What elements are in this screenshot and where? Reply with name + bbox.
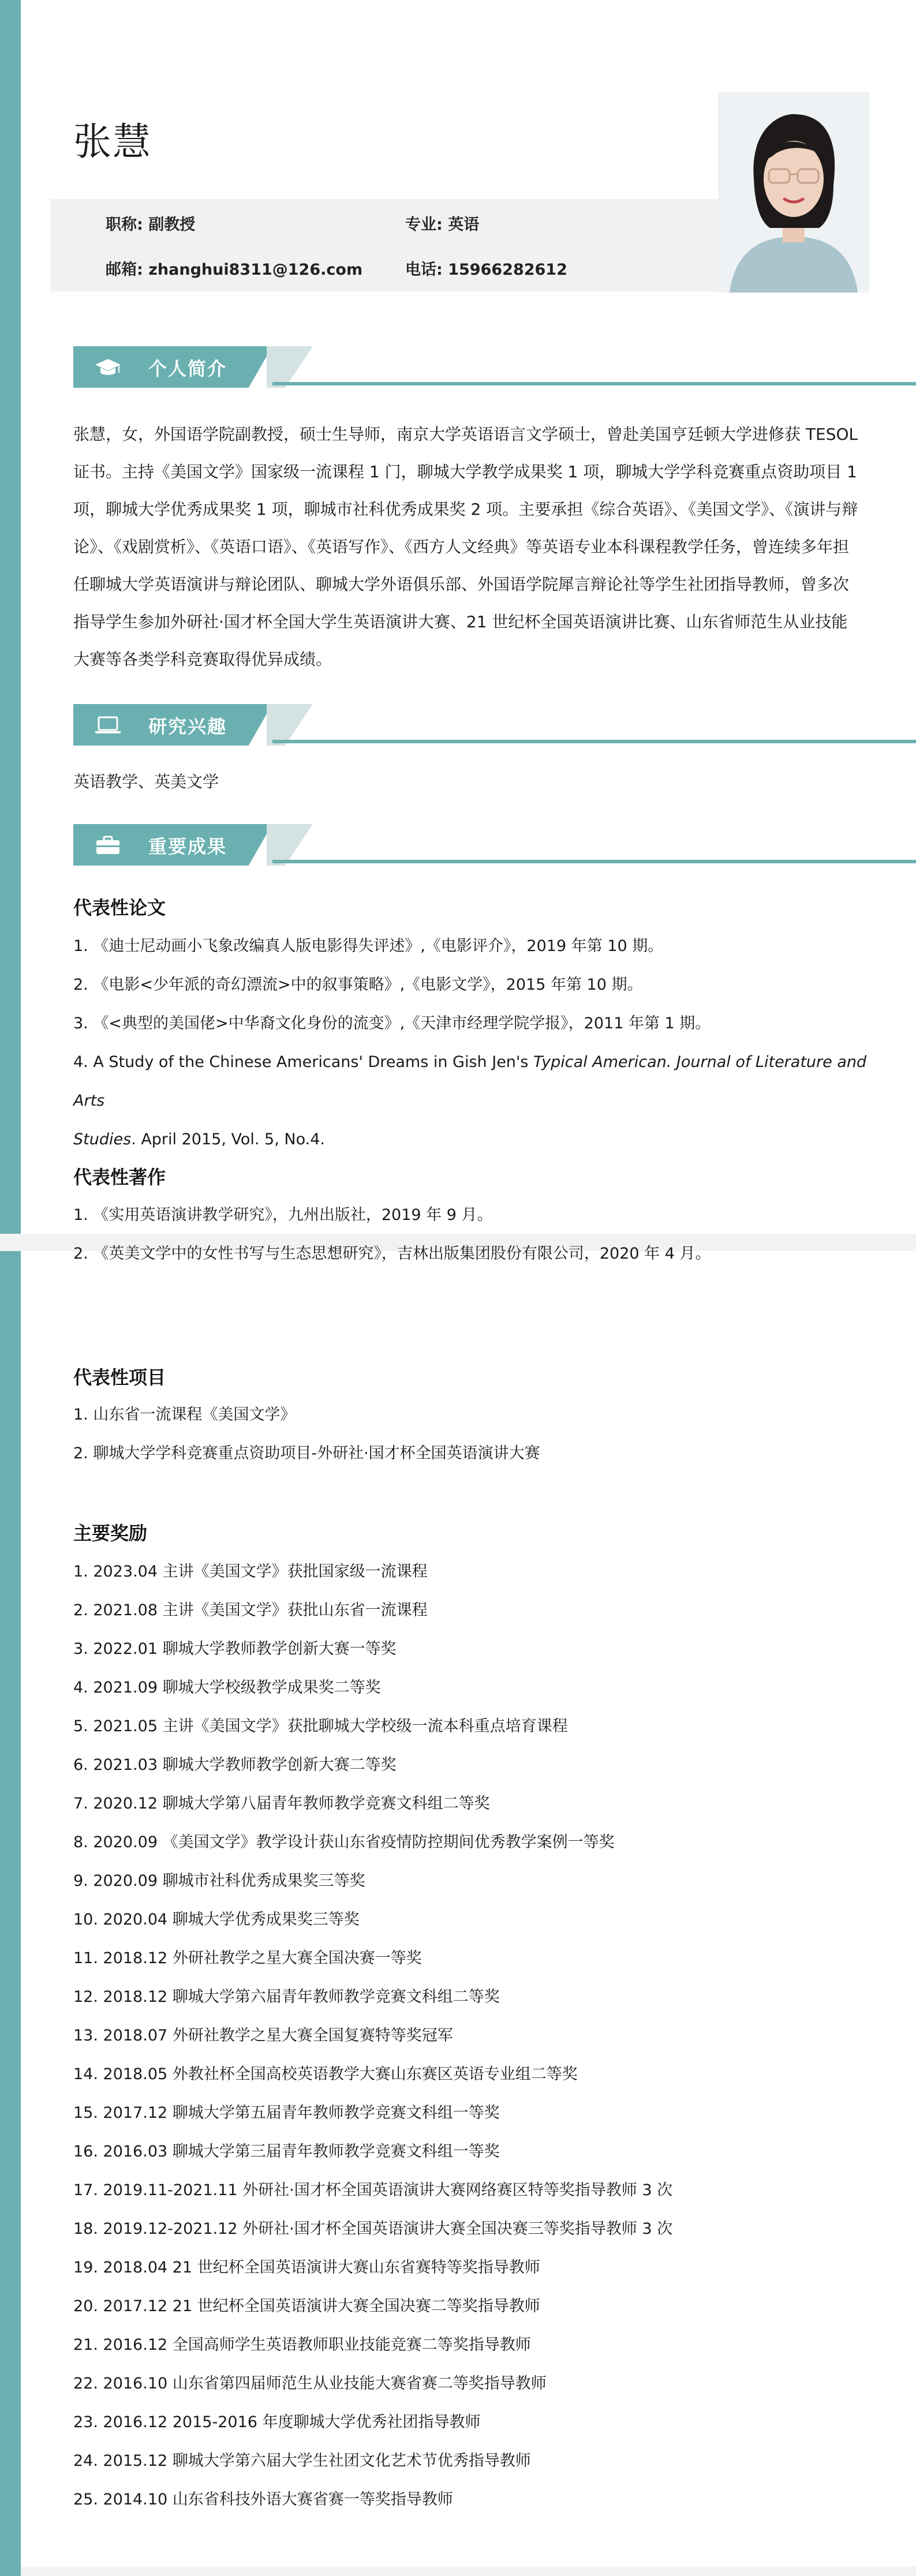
list-item: 2. 《英美文学中的女性书写与生态思想研究》，吉林出版集团股份有限公司，2020 年 4 月。 xyxy=(73,1245,711,1263)
contact-info-box xyxy=(51,199,720,291)
intro-line: 指导学生参加外研社·国才杯全国大学生英语演讲大赛、21 世纪杯全国英语演讲比赛、山东省师范生从业技能 xyxy=(73,612,848,631)
list-item: 2. 《电影<少年派的奇幻漂流>中的叙事策略》,《电影文学》，2015 年第 10 期。 xyxy=(73,976,643,994)
projects-heading: 代表性项目 xyxy=(73,1366,166,1388)
email-value[interactable]: zhanghui8311@126.com xyxy=(148,261,363,279)
section-title-intro: 个人简介 xyxy=(148,358,227,380)
list-item: 2. 聊城大学学科竞赛重点资助项目-外研社·国才杯全国英语演讲大赛 xyxy=(73,1444,540,1462)
major-value: 英语 xyxy=(448,216,480,234)
list-item: 1. 2023.04 主讲《美国文学》获批国家级一流课程 xyxy=(73,1563,428,1581)
intro-paragraph xyxy=(73,415,881,678)
person-name: 张慧 xyxy=(73,119,152,164)
list-item: 2. 2021.08 主讲《美国文学》获批山东省一流课程 xyxy=(73,1601,428,1619)
phone-label: 电话: xyxy=(405,261,443,279)
intro-line: 论》、《戏剧赏析》、《英语口语》、《英语写作》、《西方人文经典》等英语专业本科课程教学任务，曾连续多年担 xyxy=(73,537,850,556)
intro-line: 任聊城大学英语演讲与辩论团队、聊城大学外语俱乐部、外国语学院犀言辩论社等学生社团指导教师，曾多次 xyxy=(73,575,850,594)
list-item: 10. 2020.04 聊城大学优秀成果奖三等奖 xyxy=(73,1911,360,1929)
phone-field xyxy=(405,257,567,279)
laptop-icon xyxy=(94,716,122,735)
section-rule xyxy=(272,382,916,385)
intro-line: 张慧，女，外国语学院副教授，硕士生导师，南京大学英语语言文学硕士，曾赴美国亨廷顿大学进修获 TESOL xyxy=(73,425,858,444)
awards-heading: 主要奖励 xyxy=(73,1522,148,1544)
list-item: 21. 2016.12 全国高师学生英语教师职业技能竞赛二等奖指导教师 xyxy=(73,2336,531,2354)
papers-heading: 代表性论文 xyxy=(73,897,166,919)
paper-4-italic-2: Studies xyxy=(73,1130,132,1148)
title-value: 副教授 xyxy=(148,216,196,234)
books-list xyxy=(73,1196,881,1273)
list-item: 16. 2016.03 聊城大学第三届青年教师教学竞赛文科组一等奖 xyxy=(73,2143,500,2161)
title-label: 职称: xyxy=(106,216,143,234)
phone-value: 15966282612 xyxy=(448,261,567,279)
profile-photo xyxy=(718,92,869,293)
list-item: 3. 2022.01 聊城大学教师教学创新大赛一等奖 xyxy=(73,1640,397,1658)
list-item: 15. 2017.12 聊城大学第五届青年教师教学竞赛文科组一等奖 xyxy=(73,2104,500,2122)
list-item: 11. 2018.12 外研社教学之星大赛全国决赛一等奖 xyxy=(73,1949,422,1967)
list-item: 3. 《<典型的美国佬>中华裔文化身份的流变》,《天津市经理学院学报》，2011 年第 1 期。 xyxy=(73,1014,711,1032)
list-item: 22. 2016.10 山东省第四届师范生从业技能大赛省赛二等奖指导教师 xyxy=(73,2375,547,2392)
list-item: 1. 山东省一流课程《美国文学》 xyxy=(73,1406,296,1424)
list-item: 19. 2018.04 21 世纪杯全国英语演讲大赛山东省赛特等奖指导教师 xyxy=(73,2259,540,2277)
paper-4-prefix: 4. A Study of the Chinese Americans' Dreams in Gish Jen's xyxy=(73,1053,533,1071)
list-item: 8. 2020.09 《美国文学》教学设计获山东省疫情防控期间优秀教学案例一等奖 xyxy=(73,1833,615,1851)
left-accent-stripe xyxy=(0,0,21,1234)
books-heading: 代表性著作 xyxy=(73,1166,166,1188)
awards-list xyxy=(73,1552,881,2519)
projects-list xyxy=(73,1395,881,1473)
list-item: 7. 2020.12 聊城大学第八届青年教师教学竞赛文科组二等奖 xyxy=(73,1795,490,1813)
intro-line: 项，聊城大学优秀成果奖 1 项，聊城市社科优秀成果奖 2 项。主要承担《综合英语》、《美国文学》、《演讲与辩 xyxy=(73,500,858,519)
graduation-cap-icon xyxy=(94,358,122,377)
list-item: 17. 2019.11-2021.11 外研社·国才杯全国英语演讲大赛网络赛区特等奖指导教师 3 次 xyxy=(73,2181,673,2199)
list-item: 4. 2021.09 聊城大学校级教学成果奖二等奖 xyxy=(73,1679,381,1697)
papers-list xyxy=(73,927,881,1159)
email-label: 邮箱: xyxy=(106,261,143,279)
section-header-research xyxy=(73,704,916,750)
research-text: 英语教学、英美文学 xyxy=(73,772,219,791)
list-item: 14. 2018.05 外教社杯全国高校英语教学大赛山东赛区英语专业组二等奖 xyxy=(73,2065,578,2083)
left-accent-stripe-page2 xyxy=(0,1251,21,2576)
list-item: 23. 2016.12 2015-2016 年度聊城大学优秀社团指导教师 xyxy=(73,2413,481,2431)
page-bottom-band xyxy=(21,2567,916,2576)
intro-line: 大赛等各类学科竞赛取得优异成绩。 xyxy=(73,650,332,669)
major-field xyxy=(405,212,479,234)
list-item: 13. 2018.07 外研社教学之星大赛全国复赛特等奖冠军 xyxy=(73,2027,453,2045)
list-item: 18. 2019.12-2021.12 外研社·国才杯全国英语演讲大赛全国决赛三等奖指导教师 3 次 xyxy=(73,2220,673,2238)
list-item: 25. 2014.10 山东省科技外语大赛省赛一等奖指导教师 xyxy=(73,2491,453,2508)
list-item xyxy=(73,1043,881,1159)
toolbox-icon xyxy=(94,836,122,855)
list-item: 5. 2021.05 主讲《美国文学》获批聊城大学校级一流本科重点培育课程 xyxy=(73,1717,568,1735)
section-header-intro xyxy=(73,346,916,392)
section-header-achievements xyxy=(73,824,916,870)
major-label: 专业: xyxy=(405,216,443,234)
title-field xyxy=(106,212,195,234)
portrait-illustration xyxy=(718,92,869,293)
list-item: 20. 2017.12 21 世纪杯全国英语演讲大赛全国决赛二等奖指导教师 xyxy=(73,2297,540,2315)
list-item: 1. 《实用英语演讲教学研究》，九州出版社，2019 年 9 月。 xyxy=(73,1206,493,1224)
section-title-research: 研究兴趣 xyxy=(148,716,227,737)
email-field xyxy=(106,257,362,279)
intro-line: 证书。主持《美国文学》国家级一流课程 1 门，聊城大学教学成果奖 1 项，聊城大学学科竞赛重点资助项目 1 xyxy=(73,462,857,481)
section-rule xyxy=(272,740,916,743)
list-item: 1. 《迪士尼动画小飞象改编真人版电影得失评述》,《电影评介》，2019 年第 10 期。 xyxy=(73,937,664,955)
list-item: 9. 2020.09 聊城市社科优秀成果奖三等奖 xyxy=(73,1872,365,1890)
list-item: 6. 2021.03 聊城大学教师教学创新大赛二等奖 xyxy=(73,1756,397,1774)
list-item: 12. 2018.12 聊城大学第六届青年教师教学竞赛文科组二等奖 xyxy=(73,1988,500,2006)
section-rule xyxy=(272,860,916,863)
paper-4-italic: Typical American. Journal of Literature and Arts xyxy=(73,1053,867,1110)
list-item: 24. 2015.12 聊城大学第六届大学生社团文化艺术节优秀指导教师 xyxy=(73,2452,531,2470)
paper-4-suffix: . April 2015, Vol. 5, No.4. xyxy=(131,1130,325,1148)
section-title-achievements: 重要成果 xyxy=(148,836,227,858)
